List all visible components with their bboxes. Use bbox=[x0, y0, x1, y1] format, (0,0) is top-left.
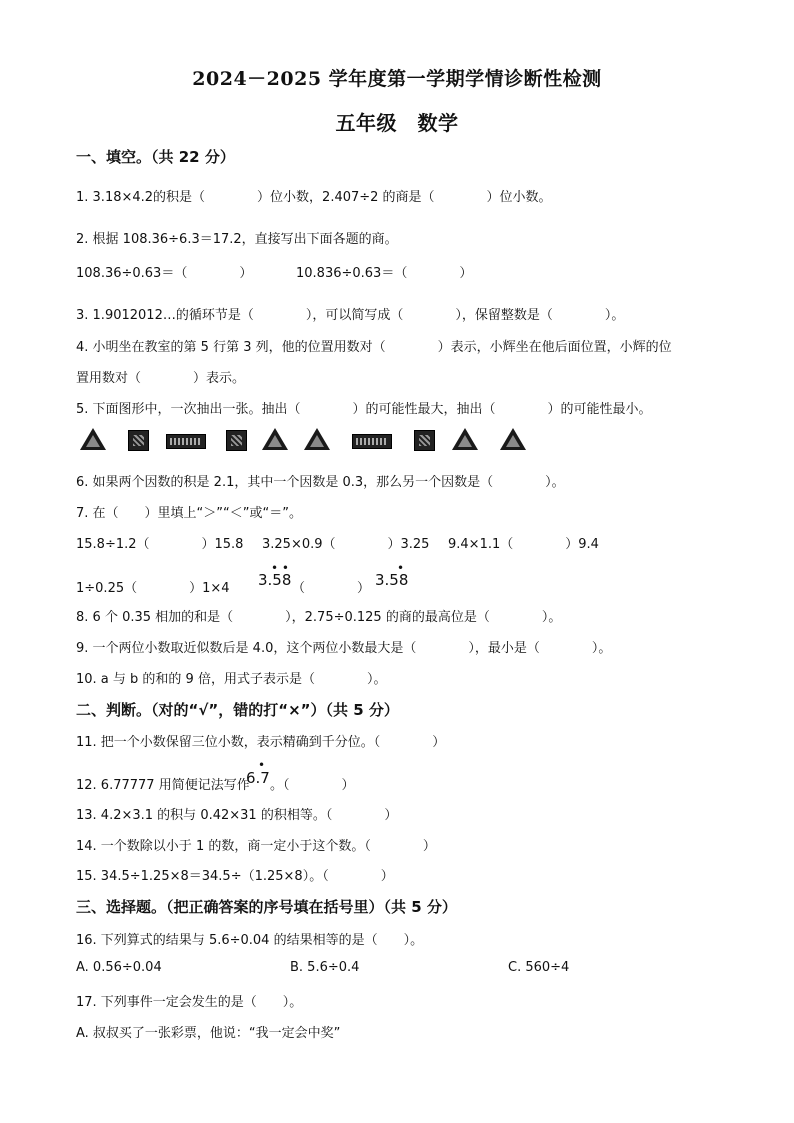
question-6: 6. 如果两个因数的积是 2.1，其中一个因数是 0.3，那么另一个因数是（ ）。 bbox=[76, 475, 565, 490]
triangle-card-shape bbox=[262, 428, 288, 450]
section-heading-fill-blank: 一、填空。（共 22 分） bbox=[76, 148, 235, 166]
question-1: 1. 3.18×4.2的积是（ ）位小数，2.407÷2 的商是（ ）位小数。 bbox=[76, 190, 552, 205]
question-11: 11. 把一个小数保留三位小数，表示精确到千分位。（ ） bbox=[76, 735, 446, 750]
question-12-notation: 6.7 bbox=[246, 769, 270, 787]
question-15: 15. 34.5÷1.25×8＝34.5÷（1.25×8）。（ ） bbox=[76, 869, 394, 884]
square-card-shape bbox=[128, 428, 149, 449]
repeating-dot: • • bbox=[271, 561, 289, 575]
question-7a: 15.8÷1.2（ ）15.8 bbox=[76, 537, 244, 552]
section-heading-multiple-choice: 三、选择题。（把正确答案的序号填在括号里）（共 5 分） bbox=[76, 898, 457, 916]
triangle-card-shape bbox=[80, 428, 106, 450]
question-2a: 108.36÷0.63＝（ ） bbox=[76, 266, 253, 281]
question-7b: 3.25×0.9（ ）3.25 bbox=[262, 537, 430, 552]
question-14: 14. 一个数除以小于 1 的数，商一定小于这个数。（ ） bbox=[76, 839, 436, 854]
question-4-line2: 置用数对（ ）表示。 bbox=[76, 371, 246, 386]
question-7d: 1÷0.25（ ）1×4 bbox=[76, 581, 230, 596]
rectangle-card-shape bbox=[352, 428, 392, 443]
question-17-option-a: A. 叔叔买了一张彩票，他说：“我一定会中奖” bbox=[76, 1026, 341, 1041]
question-3: 3. 1.9012012…的循环节是（ ），可以简写成（ ），保留整数是（ ）。 bbox=[76, 308, 625, 323]
triangle-card-shape bbox=[452, 428, 478, 450]
question-2: 2. 根据 108.36÷6.3＝17.2，直接写出下面各题的商。 bbox=[76, 232, 398, 247]
triangle-card-shape bbox=[304, 428, 330, 450]
question-2b: 10.836÷0.63＝（ ） bbox=[296, 266, 473, 281]
question-7c: 9.4×1.1（ ）9.4 bbox=[448, 537, 599, 552]
question-7: 7. 在（ ）里填上“＞”“＜”或“＝”。 bbox=[76, 506, 302, 521]
rectangle-card-shape bbox=[166, 428, 206, 443]
question-9: 9. 一个两位小数取近似数后是 4.0，这个两位小数最大是（ ），最小是（ ）。 bbox=[76, 641, 612, 656]
question-8: 8. 6 个 0.35 相加的和是（ ），2.75÷0.125 的商的最高位是（ ）。 bbox=[76, 610, 562, 625]
question-12-text: 12. 6.77777 用简便记法写作 bbox=[76, 778, 250, 793]
exam-title: 2024－2025 学年度第一学期学情诊断性检测 bbox=[192, 68, 602, 90]
question-16: 16. 下列算式的结果与 5.6÷0.04 的结果相等的是（ ）。 bbox=[76, 933, 424, 948]
section-heading-true-false: 二、判断。（对的“√”，错的打“×”）（共 5 分） bbox=[76, 701, 399, 719]
repeating-dot: • bbox=[397, 561, 405, 575]
question-5-shape-cards bbox=[76, 428, 536, 456]
question-16-option-a: A. 0.56÷0.04 bbox=[76, 960, 162, 975]
question-10: 10. a 与 b 的和的 9 倍，用式子表示是（ ）。 bbox=[76, 672, 387, 687]
question-5: 5. 下面图形中，一次抽出一张。抽出（ ）的可能性最大，抽出（ ）的可能性最小。 bbox=[76, 402, 652, 417]
question-7e-blank: （ ） bbox=[292, 581, 371, 596]
question-16-option-b: B. 5.6÷0.4 bbox=[290, 960, 360, 975]
question-4-line1: 4. 小明坐在教室的第 5 行第 3 列，他的位置用数对（ ）表示，小辉坐在他后面位置，小辉的位 bbox=[76, 340, 672, 355]
question-7e-left: 3.58 bbox=[258, 571, 292, 589]
question-12-blank: 。（ ） bbox=[270, 778, 355, 793]
triangle-card-shape bbox=[500, 428, 526, 450]
question-7e-right: 3.58 bbox=[375, 571, 409, 589]
square-card-shape bbox=[414, 428, 435, 449]
square-card-shape bbox=[226, 428, 247, 449]
question-17: 17. 下列事件一定会发生的是（ ）。 bbox=[76, 995, 303, 1010]
exam-subtitle: 五年级 数学 bbox=[335, 111, 459, 135]
repeating-dot: • bbox=[258, 758, 266, 772]
question-13: 13. 4.2×3.1 的积与 0.42×31 的积相等。（ ） bbox=[76, 808, 398, 823]
question-16-option-c: C. 560÷4 bbox=[508, 960, 570, 975]
